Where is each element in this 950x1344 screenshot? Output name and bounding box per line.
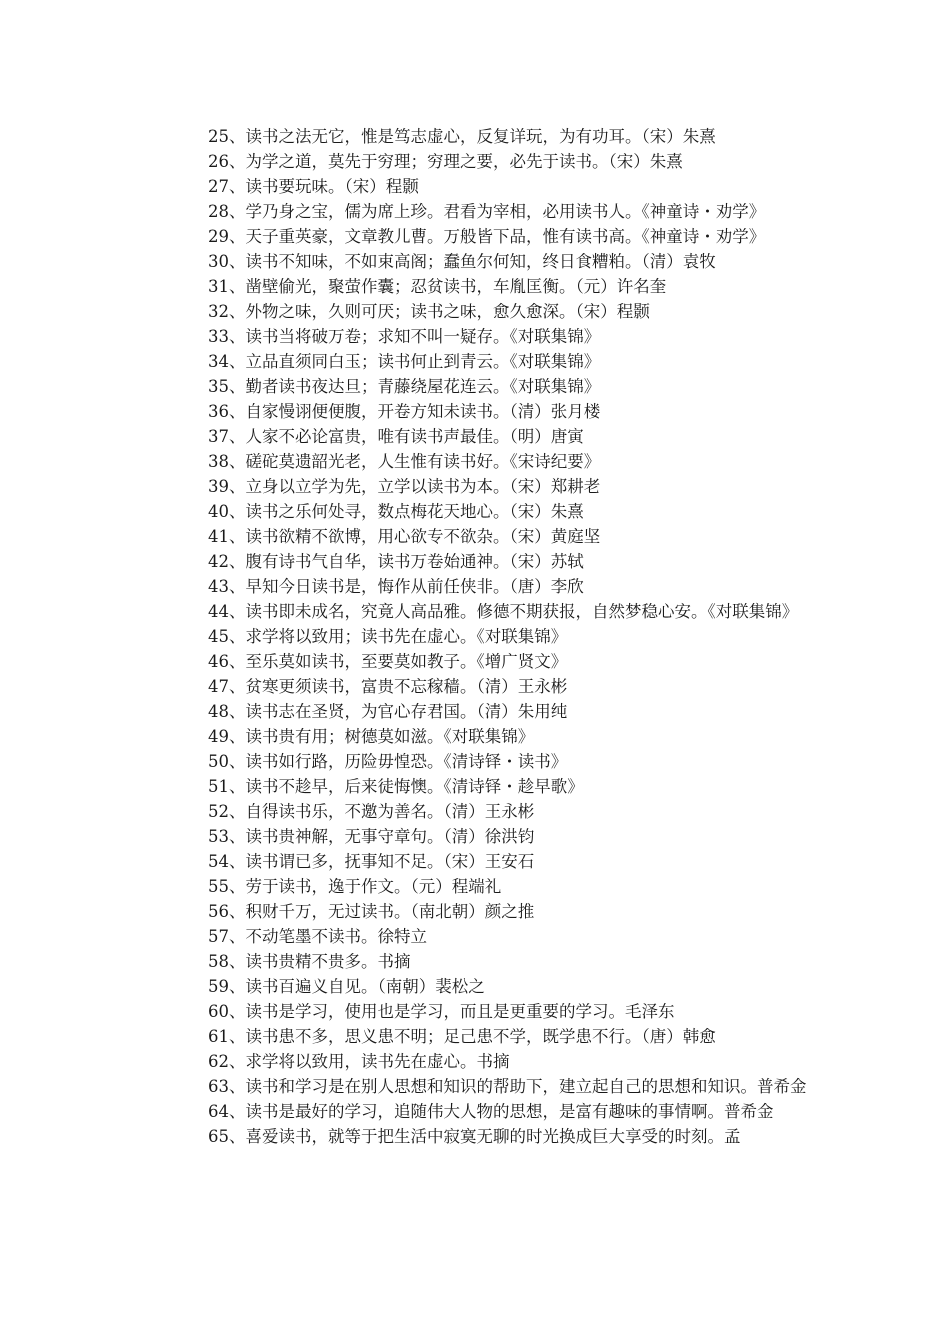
quote-line: 45、求学将以致用；读书先在虚心。《对联集锦》 bbox=[208, 627, 568, 646]
quote-line: 30、读书不知味，不如束高阁；蠢鱼尔何知，终日食糟粕。（清）袁牧 bbox=[208, 252, 716, 271]
quote-line: 38、磋砣莫遗韶光老，人生惟有读书好。《宋诗纪要》 bbox=[208, 452, 601, 471]
quote-line: 47、贫寒更须读书，富贵不忘稼穑。（清）王永彬 bbox=[208, 677, 568, 696]
quote-line: 41、读书欲精不欲博，用心欲专不欲杂。（宋）黄庭坚 bbox=[208, 527, 601, 546]
quote-line: 27、读书要玩味。（宋）程颢 bbox=[208, 177, 419, 196]
quote-line: 34、立品直须同白玉；读书何止到青云。《对联集锦》 bbox=[208, 352, 601, 371]
quote-line: 42、腹有诗书气自华，读书万卷始通神。（宋）苏轼 bbox=[208, 552, 584, 571]
quote-line: 44、读书即未成名，究竟人高品雅。修德不期获报，自然梦稳心安。《对联集锦》 bbox=[208, 602, 799, 621]
quote-line: 43、早知今日读书是，悔作从前任侠非。（唐）李欣 bbox=[208, 577, 584, 596]
quote-line: 59、读书百遍义自见。（南朝）裴松之 bbox=[208, 977, 485, 996]
quote-line: 31、凿壁偷光，聚萤作囊；忍贫读书，车胤匡衡。（元）许名奎 bbox=[208, 277, 667, 296]
quote-line: 50、读书如行路，历险毋惶恐。《清诗铎・读书》 bbox=[208, 752, 568, 771]
quote-line: 28、学乃身之宝，儒为席上珍。君看为宰相，必用读书人。《神童诗・劝学》 bbox=[208, 202, 766, 221]
quote-line: 56、积财千万，无过读书。（南北朝）颜之推 bbox=[208, 902, 535, 921]
quote-line: 36、自家慢诩便便腹，开卷方知未读书。（清）张月楼 bbox=[208, 402, 601, 421]
quote-line: 49、读书贵有用；树德莫如滋。《对联集锦》 bbox=[208, 727, 535, 746]
quote-line: 53、读书贵神解，无事守章句。（清）徐洪钧 bbox=[208, 827, 535, 846]
quote-line: 51、读书不趁早，后来徒悔懊。《清诗铎・趁早歌》 bbox=[208, 777, 584, 796]
quote-line: 61、读书患不多，思义患不明；足己患不学，既学患不行。（唐）韩愈 bbox=[208, 1027, 716, 1046]
quote-list bbox=[144, 124, 810, 1149]
quote-line: 40、读书之乐何处寻，数点梅花天地心。（宋）朱熹 bbox=[208, 502, 584, 521]
quote-line: 62、求学将以致用，读书先在虚心。书摘 bbox=[208, 1052, 510, 1071]
quote-line: 26、为学之道，莫先于穷理；穷理之要，必先于读书。（宋）朱熹 bbox=[208, 152, 683, 171]
quote-line: 35、勤者读书夜达旦；青藤绕屋花连云。《对联集锦》 bbox=[208, 377, 601, 396]
quote-line: 55、劳于读书，逸于作文。（元）程端礼 bbox=[208, 877, 502, 896]
quote-line: 52、自得读书乐，不邀为善名。（清）王永彬 bbox=[208, 802, 535, 821]
quote-line: 54、读书谓已多，抚事知不足。（宋）王安石 bbox=[208, 852, 535, 871]
quote-line: 46、至乐莫如读书，至要莫如教子。《增广贤文》 bbox=[208, 652, 568, 671]
quote-line: 39、立身以立学为先，立学以读书为本。（宋）郑耕老 bbox=[208, 477, 601, 496]
quote-line: 58、读书贵精不贵多。书摘 bbox=[208, 952, 411, 971]
quote-line: 48、读书志在圣贤，为官心存君国。（清）朱用纯 bbox=[208, 702, 568, 721]
quote-line: 33、读书当将破万卷；求知不叫一疑存。《对联集锦》 bbox=[208, 327, 601, 346]
quote-line: 65、喜爱读书，就等于把生活中寂寞无聊的时光换成巨大享受的时刻。孟 bbox=[208, 1127, 741, 1146]
quote-line: 57、不动笔墨不读书。徐特立 bbox=[208, 927, 427, 946]
quote-line: 64、读书是最好的学习，追随伟大人物的思想，是富有趣味的事情啊。普希金 bbox=[208, 1102, 774, 1121]
quote-line: 25、读书之法无它，惟是笃志虚心，反复详玩，为有功耳。（宋）朱熹 bbox=[208, 127, 716, 146]
quote-line: 32、外物之味，久则可厌；读书之味，愈久愈深。（宋）程颢 bbox=[208, 302, 650, 321]
quote-line: 63、读书和学习是在别人思想和知识的帮助下，建立起自己的思想和知识。普希金 bbox=[208, 1077, 807, 1096]
quote-line: 29、天子重英豪，文章教儿曹。万般皆下品，惟有读书高。《神童诗・劝学》 bbox=[208, 227, 766, 246]
quote-line: 37、人家不必论富贵，唯有读书声最佳。（明）唐寅 bbox=[208, 427, 584, 446]
quote-line: 60、读书是学习，使用也是学习，而且是更重要的学习。毛泽东 bbox=[208, 1002, 675, 1021]
